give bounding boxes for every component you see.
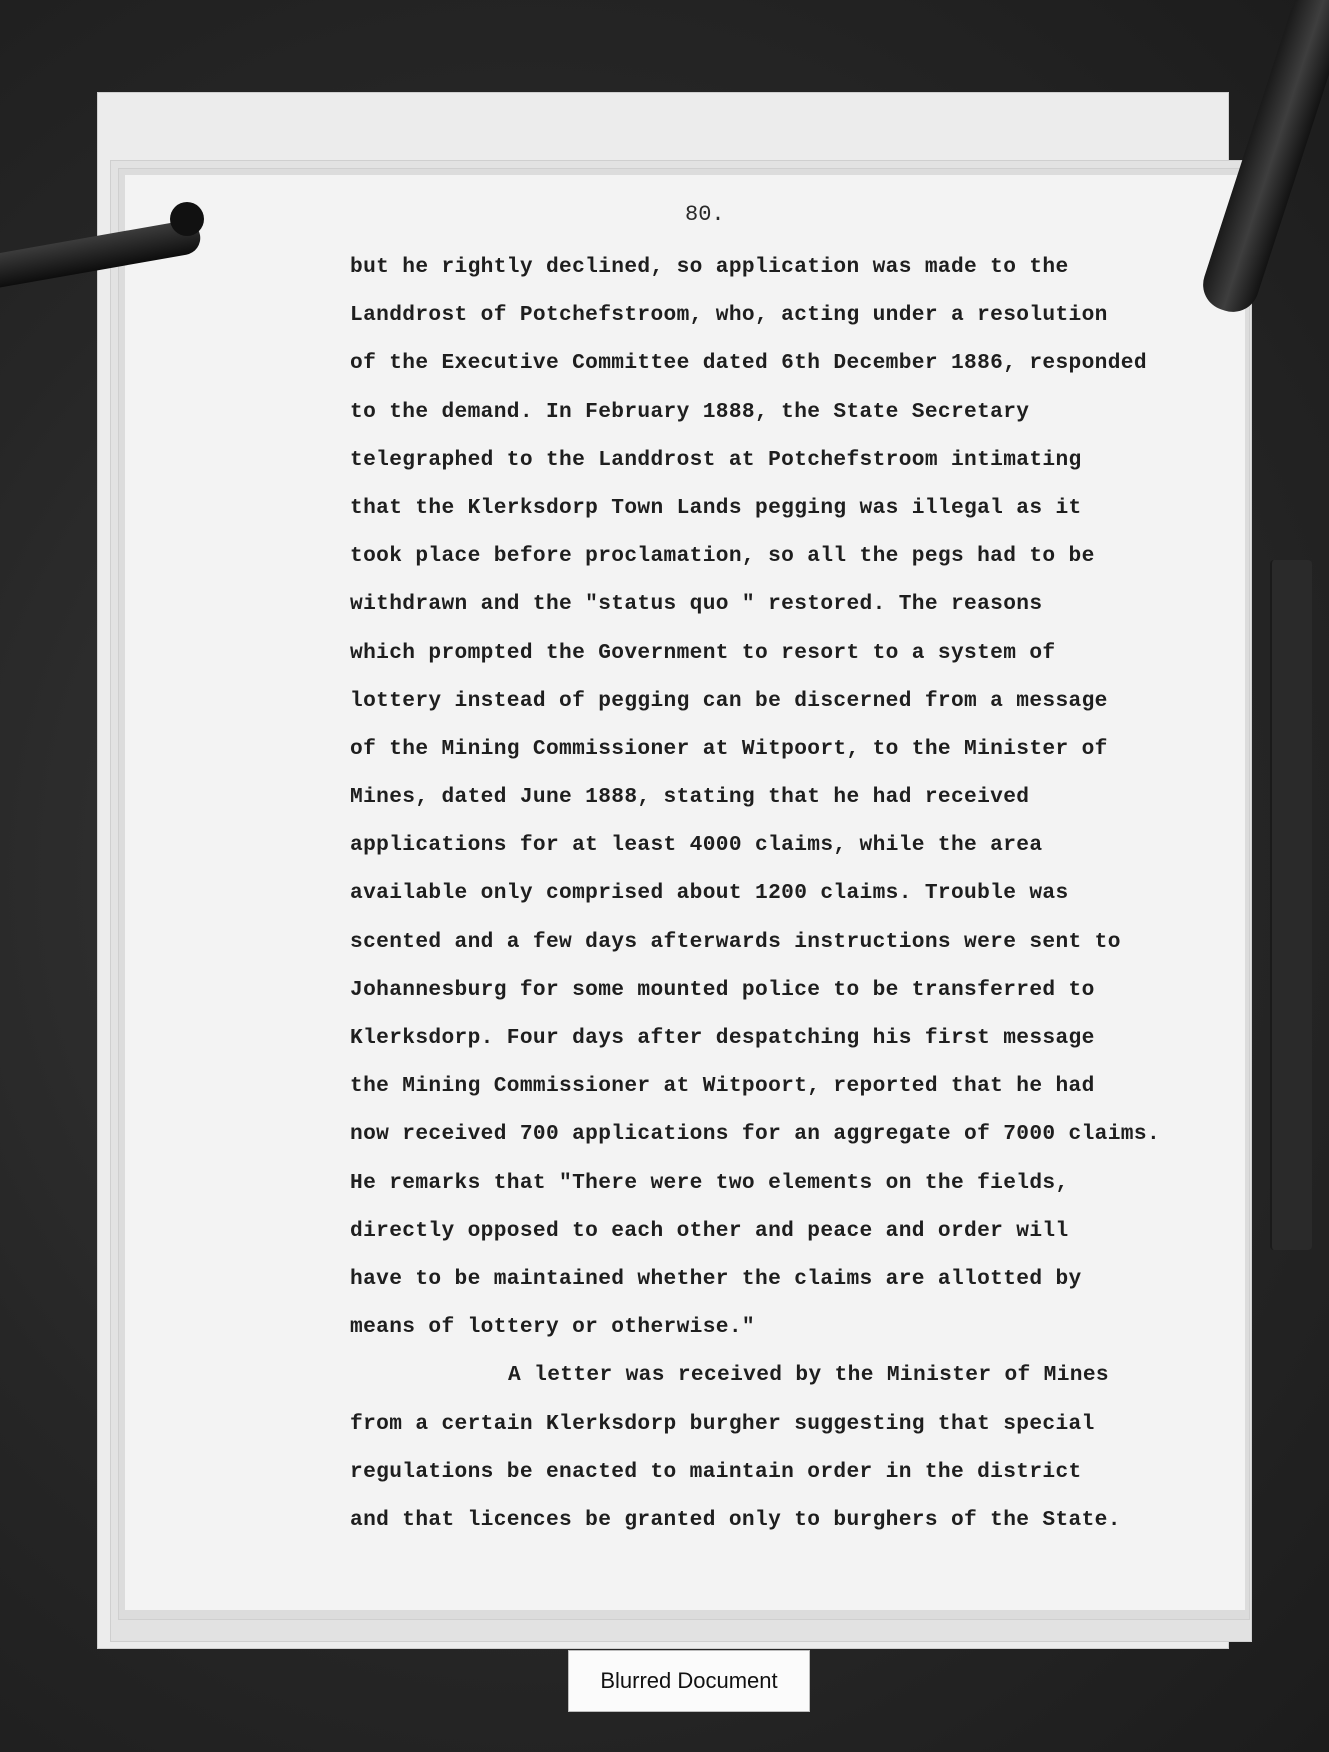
caption-label: Blurred Document bbox=[568, 1650, 810, 1712]
text-line: but he rightly declined, so application was made to the bbox=[350, 255, 1069, 279]
text-line: from a certain Klerksdorp burgher suggesting that special bbox=[350, 1411, 1095, 1436]
text-line: available only comprised about 1200 claims. Trouble was bbox=[350, 881, 1069, 906]
text-line: withdrawn and the "status quo " restored. The reasons bbox=[350, 592, 1043, 617]
text-line: applications for at least 4000 claims, while the area bbox=[350, 833, 1043, 858]
text-line: Klerksdorp. Four days after despatching his first message bbox=[350, 1026, 1095, 1050]
page-body bbox=[350, 243, 1230, 1544]
binder-flap bbox=[1270, 560, 1312, 1250]
text-line: to the demand. In February 1888, the State Secretary bbox=[350, 399, 1030, 424]
text-line: telegraphed to the Landdrost at Potchefstroom intimating bbox=[350, 447, 1082, 472]
page-number: 80. bbox=[685, 202, 725, 227]
text-line: the Mining Commissioner at Witpoort, reported that he had bbox=[350, 1074, 1095, 1099]
text-line: Landdrost of Potchefstroom, who, acting under a resolution bbox=[350, 303, 1108, 328]
text-line: A letter was received by the Minister of Mines bbox=[508, 1363, 1109, 1388]
text-line: directly opposed to each other and peace and order will bbox=[350, 1218, 1069, 1243]
text-line: which prompted the Government to resort to a system of bbox=[350, 640, 1056, 665]
text-line: of the Mining Commissioner at Witpoort, to the Minister of bbox=[350, 736, 1108, 761]
text-line: and that licences be granted only to burghers of the State. bbox=[350, 1507, 1121, 1532]
text-line: now received 700 applications for an aggregate of 7000 claims. bbox=[350, 1122, 1161, 1147]
text-line: regulations be enacted to maintain order in the district bbox=[350, 1459, 1082, 1484]
text-line: lottery instead of pegging can be discerned from a message bbox=[350, 688, 1108, 713]
text-line: Mines, dated June 1888, stating that he had received bbox=[350, 785, 1030, 810]
text-line: Johannesburg for some mounted police to be transferred to bbox=[350, 977, 1095, 1002]
text-line: scented and a few days afterwards instructions were sent to bbox=[350, 929, 1121, 954]
binder-clip-left-tip bbox=[170, 202, 204, 236]
text-line: that the Klerksdorp Town Lands pegging was illegal as it bbox=[350, 495, 1082, 520]
text-line: He remarks that "There were two elements on the fields, bbox=[350, 1170, 1069, 1195]
text-line: have to be maintained whether the claims are allotted by bbox=[350, 1266, 1082, 1291]
text-line: of the Executive Committee dated 6th December 1886, responded bbox=[350, 351, 1147, 376]
text-line: means of lottery or otherwise." bbox=[350, 1315, 756, 1340]
text-line: took place before proclamation, so all the pegs had to be bbox=[350, 544, 1095, 569]
